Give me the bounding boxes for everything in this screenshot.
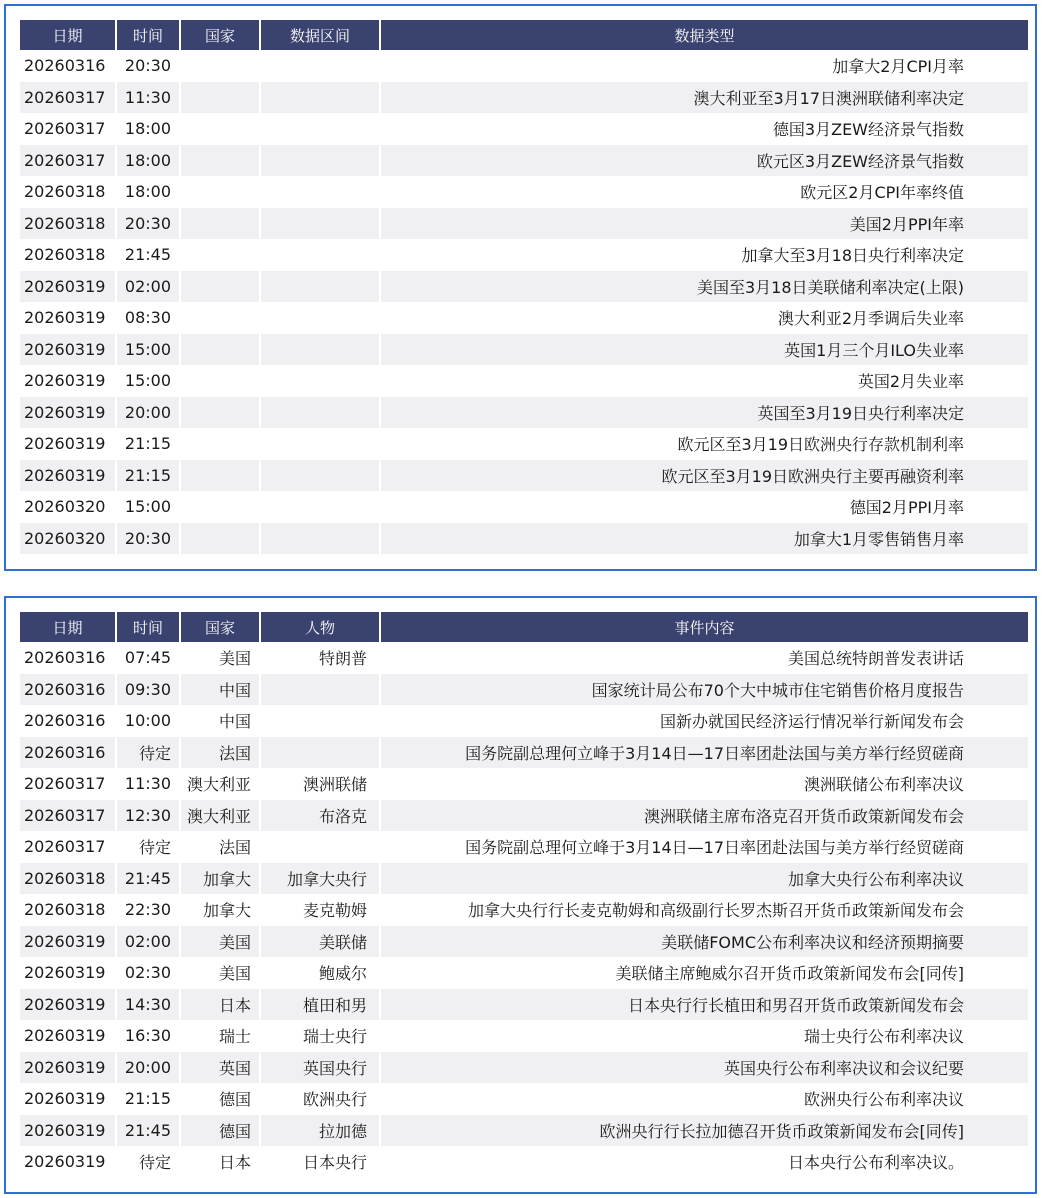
- cell-date: 20260319: [20, 302, 116, 334]
- cell-event-content: 欧洲央行公布利率决议: [380, 1083, 1028, 1115]
- economic-data-table: [20, 20, 1028, 554]
- table-row: [20, 1115, 1028, 1147]
- table-row: [20, 768, 1028, 800]
- cell-date: 20260320: [20, 491, 116, 523]
- cell-event-content: 国家统计局公布70个大中城市住宅销售价格月度报告: [380, 674, 1028, 706]
- economic-data-panel: [4, 4, 1037, 571]
- cell-date: 20260319: [20, 957, 116, 989]
- cell-date: 20260319: [20, 334, 116, 366]
- table-row: [20, 1083, 1028, 1115]
- cell-data-range: [260, 239, 380, 271]
- cell-time: 11:30: [116, 82, 180, 114]
- cell-person: 拉加德: [260, 1115, 380, 1147]
- table-row: [20, 705, 1028, 737]
- table-row: [20, 523, 1028, 555]
- events-panel: [4, 596, 1037, 1194]
- cell-time: 20:30: [116, 523, 180, 555]
- cell-date: 20260317: [20, 831, 116, 863]
- economic-data-rows: [20, 50, 1028, 554]
- header-date: 日期: [20, 612, 116, 642]
- cell-date: 20260318: [20, 176, 116, 208]
- cell-data-range: [260, 302, 380, 334]
- cell-data-type: 加拿大2月CPI月率: [380, 50, 1028, 82]
- cell-event-content: 欧洲央行行长拉加德召开货币政策新闻发布会[同传]: [380, 1115, 1028, 1147]
- table-row: [20, 428, 1028, 460]
- cell-date: 20260320: [20, 523, 116, 555]
- table-row: [20, 302, 1028, 334]
- cell-data-range: [260, 50, 380, 82]
- cell-time: 07:45: [116, 642, 180, 674]
- cell-data-type: 欧元区至3月19日欧洲央行存款机制利率: [380, 428, 1028, 460]
- cell-country: [180, 113, 260, 145]
- cell-person: [260, 705, 380, 737]
- cell-time: 02:00: [116, 926, 180, 958]
- cell-data-type: 欧元区2月CPI年率终值: [380, 176, 1028, 208]
- cell-person: 英国央行: [260, 1052, 380, 1084]
- cell-time: 09:30: [116, 674, 180, 706]
- cell-data-range: [260, 176, 380, 208]
- cell-data-range: [260, 334, 380, 366]
- cell-date: 20260318: [20, 208, 116, 240]
- cell-date: 20260319: [20, 1146, 116, 1178]
- cell-time: 14:30: [116, 989, 180, 1021]
- table-header-row: [20, 612, 1028, 642]
- cell-data-type: 德国3月ZEW经济景气指数: [380, 113, 1028, 145]
- table-row: [20, 831, 1028, 863]
- header-event-content: 事件内容: [380, 612, 1028, 642]
- table-row: [20, 674, 1028, 706]
- cell-person: 日本央行: [260, 1146, 380, 1178]
- cell-country: 法国: [180, 737, 260, 769]
- cell-data-type: 加拿大1月零售销售月率: [380, 523, 1028, 555]
- cell-country: [180, 208, 260, 240]
- cell-date: 20260319: [20, 397, 116, 429]
- cell-data-type: 美国2月PPI年率: [380, 208, 1028, 240]
- cell-data-range: [260, 428, 380, 460]
- cell-person: 鲍威尔: [260, 957, 380, 989]
- cell-person: 瑞士央行: [260, 1020, 380, 1052]
- cell-country: [180, 145, 260, 177]
- cell-country: 澳大利亚: [180, 800, 260, 832]
- cell-country: [180, 491, 260, 523]
- cell-time: 21:45: [116, 1115, 180, 1147]
- cell-data-range: [260, 523, 380, 555]
- cell-time: 18:00: [116, 145, 180, 177]
- cell-event-content: 澳洲联储公布利率决议: [380, 768, 1028, 800]
- table-row: [20, 1020, 1028, 1052]
- cell-time: 20:30: [116, 50, 180, 82]
- cell-time: 15:00: [116, 334, 180, 366]
- cell-country: [180, 365, 260, 397]
- cell-data-range: [260, 145, 380, 177]
- cell-person: 美联储: [260, 926, 380, 958]
- table-row: [20, 989, 1028, 1021]
- table-row: [20, 460, 1028, 492]
- cell-country: [180, 82, 260, 114]
- cell-country: 美国: [180, 957, 260, 989]
- cell-country: [180, 176, 260, 208]
- cell-event-content: 日本央行行长植田和男召开货币政策新闻发布会: [380, 989, 1028, 1021]
- cell-date: 20260319: [20, 1115, 116, 1147]
- header-time: 时间: [116, 612, 180, 642]
- cell-data-type: 英国2月失业率: [380, 365, 1028, 397]
- cell-data-type: 澳大利亚至3月17日澳洲联储利率决定: [380, 82, 1028, 114]
- cell-date: 20260316: [20, 50, 116, 82]
- table-row: [20, 271, 1028, 303]
- cell-time: 02:30: [116, 957, 180, 989]
- cell-person: 麦克勒姆: [260, 894, 380, 926]
- table-row: [20, 334, 1028, 366]
- cell-date: 20260316: [20, 642, 116, 674]
- cell-data-range: [260, 271, 380, 303]
- cell-person: 澳洲联储: [260, 768, 380, 800]
- cell-data-range: [260, 208, 380, 240]
- cell-person: 植田和男: [260, 989, 380, 1021]
- cell-country: 加拿大: [180, 863, 260, 895]
- cell-date: 20260317: [20, 113, 116, 145]
- cell-date: 20260316: [20, 705, 116, 737]
- header-date: 日期: [20, 20, 116, 50]
- cell-time: 02:00: [116, 271, 180, 303]
- table-row: [20, 926, 1028, 958]
- table-row: [20, 863, 1028, 895]
- cell-person: 加拿大央行: [260, 863, 380, 895]
- cell-date: 20260317: [20, 768, 116, 800]
- cell-person: [260, 737, 380, 769]
- cell-country: [180, 239, 260, 271]
- cell-event-content: 美国总统特朗普发表讲话: [380, 642, 1028, 674]
- cell-data-type: 英国1月三个月ILO失业率: [380, 334, 1028, 366]
- cell-data-range: [260, 113, 380, 145]
- header-person: 人物: [260, 612, 380, 642]
- cell-time: 10:00: [116, 705, 180, 737]
- cell-person: 布洛克: [260, 800, 380, 832]
- cell-date: 20260316: [20, 737, 116, 769]
- cell-time: 11:30: [116, 768, 180, 800]
- cell-event-content: 美联储主席鲍威尔召开货币政策新闻发布会[同传]: [380, 957, 1028, 989]
- cell-data-range: [260, 491, 380, 523]
- cell-time: 待定: [116, 831, 180, 863]
- cell-event-content: 日本央行公布利率决议。: [380, 1146, 1028, 1178]
- table-row: [20, 957, 1028, 989]
- cell-data-type: 德国2月PPI月率: [380, 491, 1028, 523]
- cell-time: 12:30: [116, 800, 180, 832]
- cell-event-content: 美联储FOMC公布利率决议和经济预期摘要: [380, 926, 1028, 958]
- cell-data-type: 加拿大至3月18日央行利率决定: [380, 239, 1028, 271]
- cell-country: 加拿大: [180, 894, 260, 926]
- cell-date: 20260318: [20, 239, 116, 271]
- cell-data-range: [260, 82, 380, 114]
- table-row: [20, 894, 1028, 926]
- cell-person: 特朗普: [260, 642, 380, 674]
- cell-date: 20260319: [20, 460, 116, 492]
- cell-person: [260, 831, 380, 863]
- cell-event-content: 国新办就国民经济运行情况举行新闻发布会: [380, 705, 1028, 737]
- cell-time: 20:00: [116, 1052, 180, 1084]
- cell-country: [180, 50, 260, 82]
- events-table: [20, 612, 1028, 1178]
- cell-date: 20260317: [20, 145, 116, 177]
- table-row: [20, 1052, 1028, 1084]
- cell-time: 21:45: [116, 239, 180, 271]
- cell-data-range: [260, 397, 380, 429]
- cell-country: [180, 523, 260, 555]
- cell-date: 20260319: [20, 926, 116, 958]
- cell-data-type: 澳大利亚2月季调后失业率: [380, 302, 1028, 334]
- cell-country: [180, 271, 260, 303]
- header-data-range: 数据区间: [260, 20, 380, 50]
- cell-person: [260, 674, 380, 706]
- cell-country: 英国: [180, 1052, 260, 1084]
- cell-country: 美国: [180, 926, 260, 958]
- cell-data-range: [260, 460, 380, 492]
- cell-data-type: 欧元区至3月19日欧洲央行主要再融资利率: [380, 460, 1028, 492]
- cell-time: 待定: [116, 737, 180, 769]
- cell-country: 德国: [180, 1115, 260, 1147]
- cell-date: 20260319: [20, 1020, 116, 1052]
- table-row: [20, 365, 1028, 397]
- cell-date: 20260319: [20, 271, 116, 303]
- cell-country: 法国: [180, 831, 260, 863]
- cell-time: 08:30: [116, 302, 180, 334]
- cell-person: 欧洲央行: [260, 1083, 380, 1115]
- cell-country: 澳大利亚: [180, 768, 260, 800]
- cell-time: 20:00: [116, 397, 180, 429]
- cell-time: 16:30: [116, 1020, 180, 1052]
- table-row: [20, 176, 1028, 208]
- cell-country: 瑞士: [180, 1020, 260, 1052]
- table-row: [20, 1146, 1028, 1178]
- cell-event-content: 国务院副总理何立峰于3月14日—17日率团赴法国与美方举行经贸磋商: [380, 737, 1028, 769]
- cell-date: 20260319: [20, 365, 116, 397]
- table-row: [20, 397, 1028, 429]
- cell-event-content: 澳洲联储主席布洛克召开货币政策新闻发布会: [380, 800, 1028, 832]
- table-row: [20, 491, 1028, 523]
- cell-time: 18:00: [116, 176, 180, 208]
- events-rows: [20, 642, 1028, 1178]
- cell-country: 日本: [180, 989, 260, 1021]
- cell-time: 18:00: [116, 113, 180, 145]
- cell-event-content: 加拿大央行公布利率决议: [380, 863, 1028, 895]
- header-time: 时间: [116, 20, 180, 50]
- cell-time: 21:15: [116, 460, 180, 492]
- cell-date: 20260318: [20, 894, 116, 926]
- cell-date: 20260316: [20, 674, 116, 706]
- cell-data-range: [260, 365, 380, 397]
- table-row: [20, 239, 1028, 271]
- cell-time: 15:00: [116, 491, 180, 523]
- cell-time: 21:45: [116, 863, 180, 895]
- table-row: [20, 208, 1028, 240]
- header-country: 国家: [180, 612, 260, 642]
- cell-country: 中国: [180, 705, 260, 737]
- cell-country: [180, 428, 260, 460]
- table-row: [20, 737, 1028, 769]
- cell-country: 日本: [180, 1146, 260, 1178]
- header-country: 国家: [180, 20, 260, 50]
- table-row: [20, 800, 1028, 832]
- cell-time: 15:00: [116, 365, 180, 397]
- cell-data-type: 美国至3月18日美联储利率决定(上限): [380, 271, 1028, 303]
- cell-country: [180, 397, 260, 429]
- cell-data-type: 欧元区3月ZEW经济景气指数: [380, 145, 1028, 177]
- table-header-row: [20, 20, 1028, 50]
- cell-country: [180, 460, 260, 492]
- header-data-type: 数据类型: [380, 20, 1028, 50]
- cell-date: 20260317: [20, 82, 116, 114]
- cell-date: 20260317: [20, 800, 116, 832]
- cell-time: 21:15: [116, 428, 180, 460]
- cell-data-type: 英国至3月19日央行利率决定: [380, 397, 1028, 429]
- cell-country: [180, 334, 260, 366]
- cell-country: 中国: [180, 674, 260, 706]
- table-row: [20, 113, 1028, 145]
- cell-time: 待定: [116, 1146, 180, 1178]
- cell-event-content: 瑞士央行公布利率决议: [380, 1020, 1028, 1052]
- cell-date: 20260319: [20, 1052, 116, 1084]
- table-row: [20, 145, 1028, 177]
- table-row: [20, 50, 1028, 82]
- cell-event-content: 英国央行公布利率决议和会议纪要: [380, 1052, 1028, 1084]
- cell-time: 20:30: [116, 208, 180, 240]
- cell-date: 20260319: [20, 989, 116, 1021]
- cell-event-content: 加拿大央行行长麦克勒姆和高级副行长罗杰斯召开货币政策新闻发布会: [380, 894, 1028, 926]
- cell-event-content: 国务院副总理何立峰于3月14日—17日率团赴法国与美方举行经贸磋商: [380, 831, 1028, 863]
- cell-time: 21:15: [116, 1083, 180, 1115]
- cell-country: [180, 302, 260, 334]
- cell-date: 20260319: [20, 428, 116, 460]
- table-row: [20, 642, 1028, 674]
- cell-country: 美国: [180, 642, 260, 674]
- cell-date: 20260318: [20, 863, 116, 895]
- table-row: [20, 82, 1028, 114]
- cell-date: 20260319: [20, 1083, 116, 1115]
- cell-time: 22:30: [116, 894, 180, 926]
- cell-country: 德国: [180, 1083, 260, 1115]
